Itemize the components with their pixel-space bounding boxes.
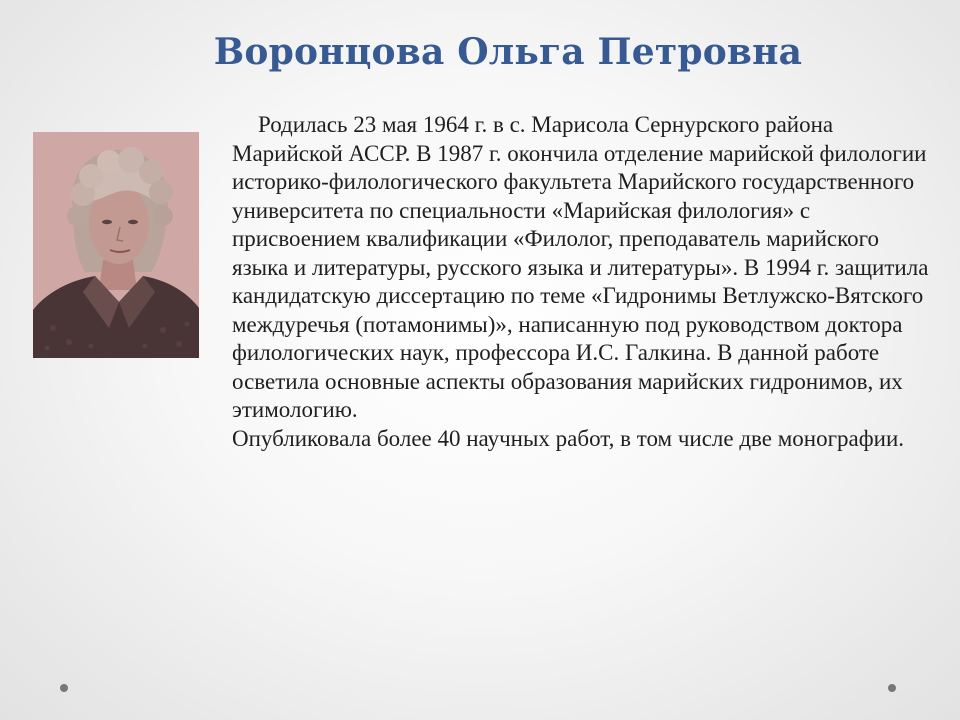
slide-title: Воронцова Ольга Петровна: [213, 31, 803, 73]
publications-paragraph: Опубликовала более 40 научных работ, в том числе две монографии.: [232, 425, 904, 451]
previous-slide-dot[interactable]: [60, 684, 68, 692]
portrait-photo: [33, 132, 199, 358]
biography-paragraph: Родилась 23 мая 1964 г. в с. Марисола Сернурского района Марийской АССР. В 1987 г. окончила отделение марийской филологии историко-филологического факультета Марийского государственного университета по специальности «Марийская филология» с присвоением квалификации «Филолог, преподаватель марийского языка и литературы, русского языка и литературы». В 1994 г. защитила кандидатскую диссертацию по теме «Гидронимы Ветлужско-Вятского междуречья (потамонимы)», написанную под руководством доктора филологических наук, профессора И.С. Галкина. В данной работе осветила основные аспекты образования марийских гидронимов, их этимологию.: [232, 112, 929, 422]
next-slide-dot[interactable]: [888, 684, 896, 692]
biography-text: [232, 111, 940, 453]
